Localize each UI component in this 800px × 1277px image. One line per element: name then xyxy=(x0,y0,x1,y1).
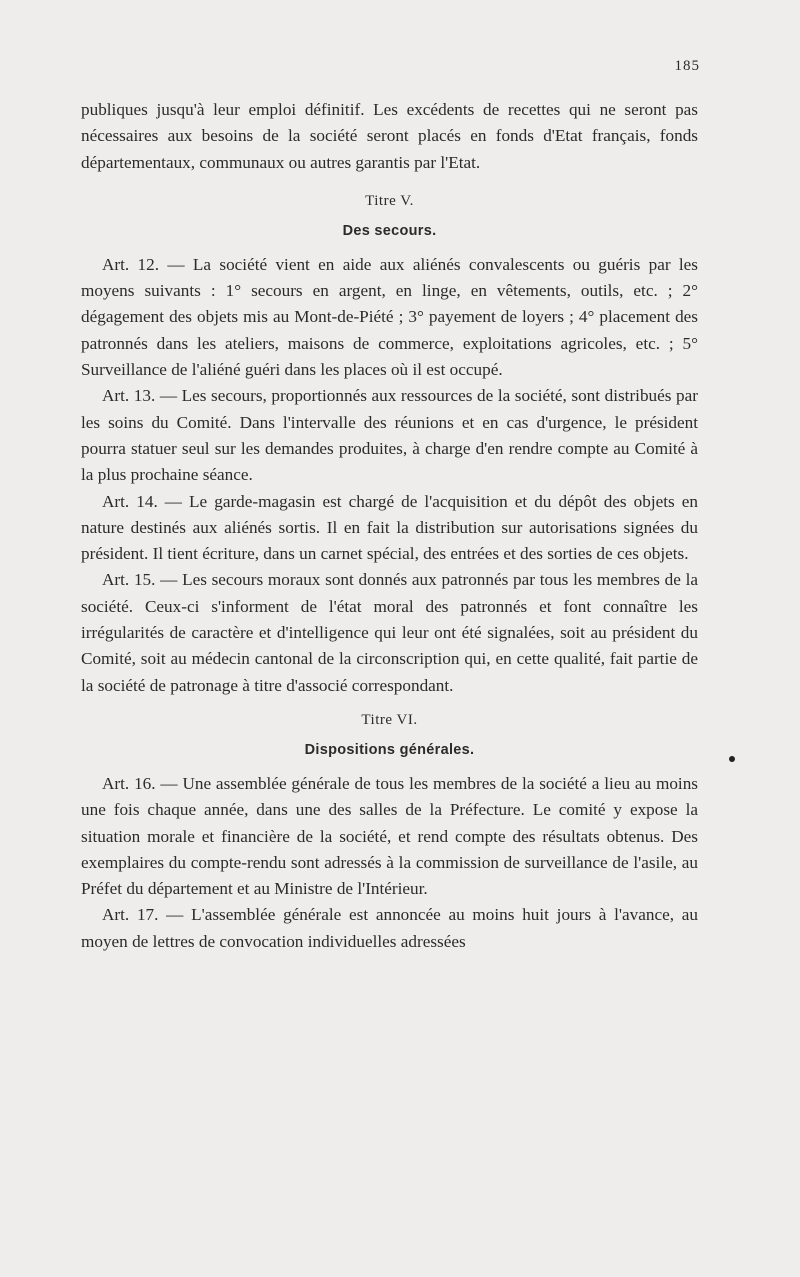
title-6-heading: Dispositions générales. xyxy=(304,741,475,758)
ink-speck xyxy=(729,756,735,762)
title-5-label: Titre V. xyxy=(365,192,414,209)
article-14: Art. 14. — Le garde-magasin est chargé de l'acquisition et du dépôt des objets en nature destinés aux aliénés sortis. Il en fait la distribution sur autorisations signées du président. Il tient écriture, dans un carnet spécial, des entrées et des sorties de ces objets. xyxy=(81,491,698,564)
article-17: Art. 17. — L'assemblée générale est annoncée au moins huit jours à l'avance, au moyen de lettres de convocation individuelles adressées xyxy=(81,905,698,951)
article-16: Art. 16. — Une assemblée générale de tous les membres de la société a lieu au moins une fois chaque année, dans une des salles de la Préfecture. Le comité y expose la situation morale et financière de la société, et rend compte des résultats obtenus. Des exemplaires du compte-rendu sont adressés à la commission de surveillance de l'asile, au Préfet du département et au Ministre de l'Intérieur. xyxy=(81,773,698,899)
intro-paragraph: publiques jusqu'à leur emploi définitif. Les excédents de recettes qui ne seront pas nécessaires aux besoins de la société seront placés en fonds d'Etat français, fonds départementaux, communaux ou autres garantis par l'Etat. xyxy=(81,100,698,172)
title-5-heading: Des secours. xyxy=(342,222,437,239)
page-number: 185 xyxy=(674,58,700,74)
title-6-label: Titre VI. xyxy=(361,711,418,728)
page-body xyxy=(81,97,698,955)
article-12: Art. 12. — La société vient en aide aux aliénés convalescents ou guéris par les moyens suivants : 1° secours en argent, en linge, en vêtements, outils, etc. ; 2° dégagement des objets mis au Mont-de-Piété ; 3° payement de loyers ; 4° placement des patronnés dans les ateliers, maisons de commerce, exploitations agricoles, etc. ; 5° Surveillance de l'aliéné guéri dans les places où il est occupé. xyxy=(81,254,698,380)
article-13: Art. 13. — Les secours, proportionnés aux ressources de la société, sont distribués par les soins du Comité. Dans l'intervalle des réunions et en cas d'urgence, le président pourra statuer seul sur les demandes produites, à charge d'en rendre compte au Comité à la plus prochaine séance. xyxy=(81,386,698,485)
article-15: Art. 15. — Les secours moraux sont donnés aux patronnés par tous les membres de la société. Ceux-ci s'informent de l'état moral des patronnés et font connaître les irrégularités de caractère et d'intelligence qui leur ont été signalées, soit au président du Comité, soit au médecin cantonal de la circonscription qui, en cette qualité, fait partie de la société de patronage à titre d'associé correspondant. xyxy=(81,570,698,695)
